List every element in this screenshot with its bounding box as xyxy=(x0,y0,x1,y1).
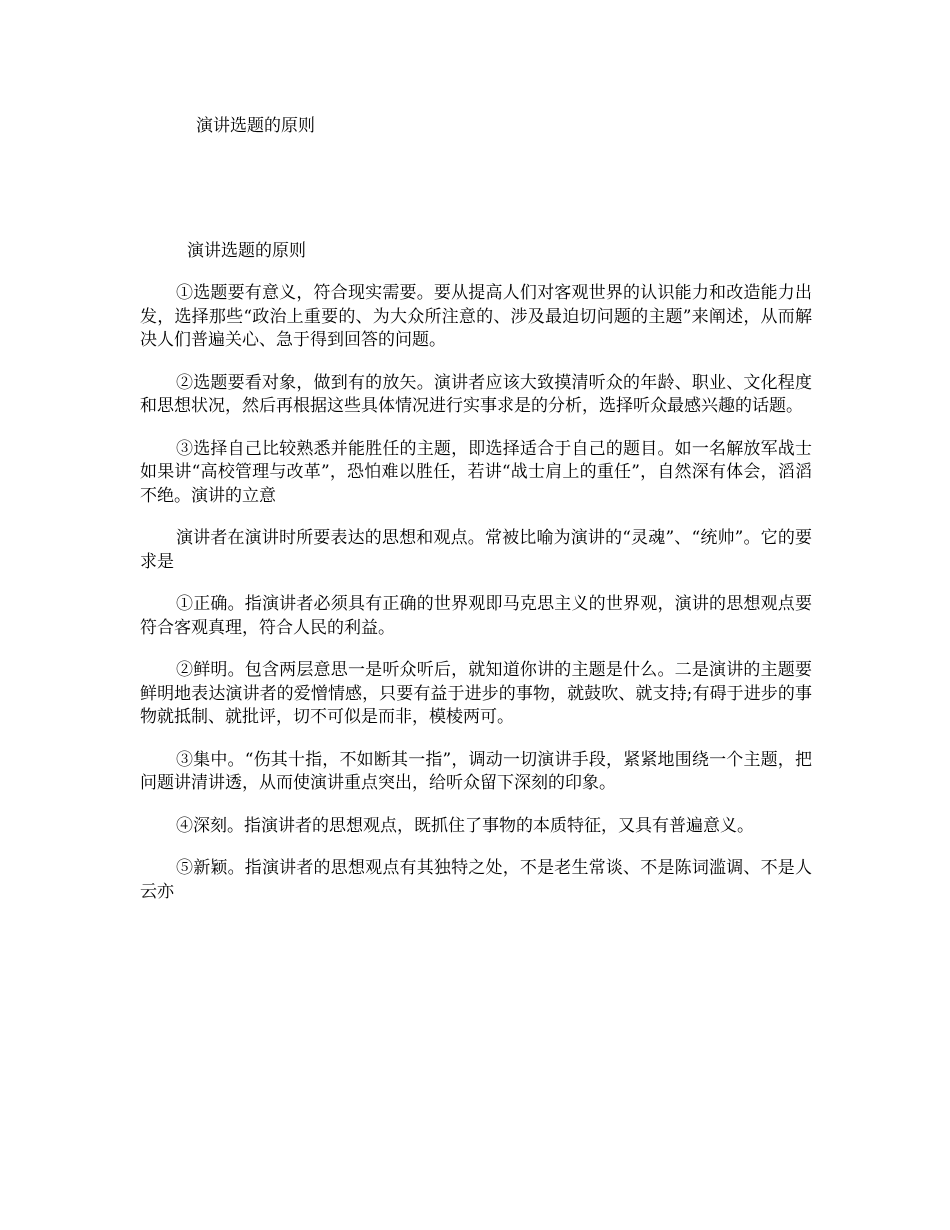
paragraph-3: ③选择自己比较熟悉并能胜任的主题，即选择适合于自己的题目。如一名解放军战士如果讲“高校管理与改革”，恐怕难以胜任，若讲“战士肩上的重任”，自然深有体会，滔滔不绝。演讲的立意 xyxy=(140,438,812,506)
section-heading: 演讲选题的原则 xyxy=(187,241,306,261)
document-body xyxy=(140,239,812,923)
paragraph-9: ⑤新颖。指演讲者的思想观点有其独特之处，不是老生常谈、不是陈词滥调、不是人云亦 xyxy=(140,858,812,902)
paragraph-4: 演讲者在演讲时所要表达的思想和观点。常被比喻为演讲的“灵魂”、“统帅”。它的要求是 xyxy=(140,528,812,572)
paragraph-5: ①正确。指演讲者必须具有正确的世界观即马克思主义的世界观，演讲的思想观点要符合客观真理，符合人民的利益。 xyxy=(140,594,812,638)
paragraph-8: ④深刻。指演讲者的思想观点，既抓住了事物的本质特征，又具有普遍意义。 xyxy=(176,815,754,836)
paragraph-7: ③集中。“伤其十指，不如断其一指”，调动一切演讲手段，紧紧地围绕一个主题，把问题讲清讲透，从而使演讲重点突出，给听众留下深刻的印象。 xyxy=(140,749,812,793)
paragraph-1: ①选题要有意义，符合现实需要。要从提高人们对客观世界的认识能力和改造能力出发，选择那些“政治上重要的、为大众所注意的、涉及最迫切问题的主题”来阐述，从而解决人们普遍关心、急于得到回答的问题。 xyxy=(140,283,812,350)
document-title: 演讲选题的原则 xyxy=(196,116,315,136)
paragraph-6: ②鲜明。包含两层意思一是听众听后，就知道你讲的主题是什么。二是演讲的主题要鲜明地表达演讲者的爱憎情感，只要有益于进步的事物，就鼓吹、就支持;有碍于进步的事物就抵制、就批评，切不可似是而非，模棱两可。 xyxy=(140,660,812,727)
paragraph-2: ②选题要看对象，做到有的放矢。演讲者应该大致摸清听众的年龄、职业、文化程度和思想状况，然后再根据这些具体情况进行实事求是的分析，选择听众最感兴趣的话题。 xyxy=(140,372,812,416)
